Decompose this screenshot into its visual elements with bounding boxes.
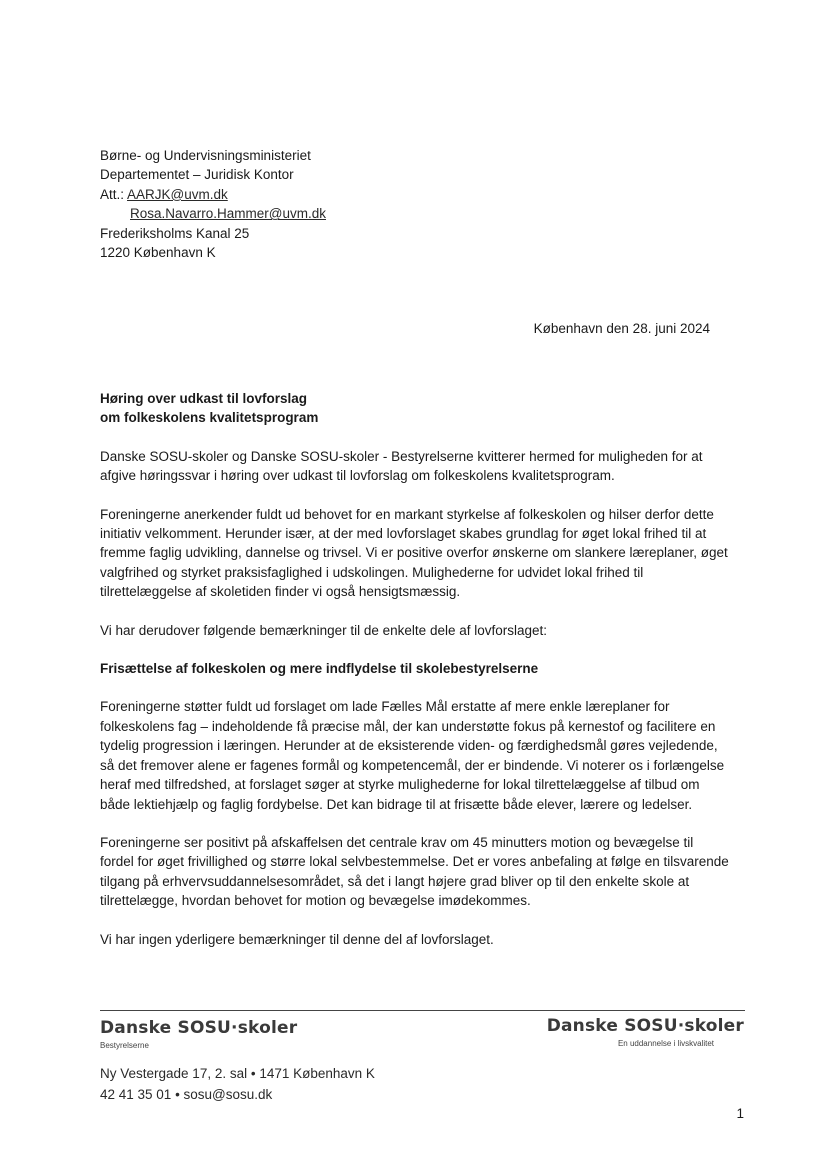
- recipient-street: Frederiksholms Kanal 25: [100, 225, 250, 241]
- recipient-dept: Departementet – Juridisk Kontor: [100, 167, 294, 183]
- heading-line-2: om folkeskolens kvalitetsprogram: [100, 410, 319, 426]
- letter-body: [100, 389, 730, 968]
- paragraph-faelles-maal: Foreningerne støtter fuldt ud forslaget om lade Fælles Mål erstatte af mere enkle læreplaner for folkeskolens fag – indeholdende få præcise mål, der kan understøtte fokus på kernestof og facilitere en tydelig progression i læringen. Herunder at de eksisterende viden- og færdighedsmål gøres vejledende, så det fremover alene er fagenes formål og kompetencemål, der er bindende. Vi noterer os i forlængelse heraf med tilfredshed, at forslaget søger at styrke mulighederne for lokal tilrettelæggelse af tilbud om både lektiehjælp og faglig fordybelse. Det kan bidrage til at frisætte både elever, lærere og ledelser.: [100, 699, 725, 812]
- page-number: 1: [736, 1106, 744, 1121]
- paragraph-intro: Danske SOSU-skoler og Danske SOSU-skoler - Bestyrelserne kvitterer hermed for muligheden for at afgive høringssvar i høring over udkast til lovforslag om folkeskolens kvalitetsprogram.: [100, 448, 703, 484]
- recipient-org: Børne- og Undervisningsministeriet: [100, 148, 311, 163]
- footer-contact: [100, 1063, 375, 1105]
- recipient-address: [100, 146, 326, 262]
- recipient-email2-line: [100, 204, 326, 223]
- logo-bestyrelserne: [100, 1018, 297, 1050]
- paragraph-remarks-intro: Vi har derudover følgende bemærkninger til de enkelte dele af lovforslaget:: [100, 622, 548, 638]
- letter-date: København den 28. juni 2024: [533, 321, 710, 336]
- logo-left-name: Danske SOSU·skoler: [100, 1018, 298, 1038]
- att-label: Att.:: [100, 186, 125, 202]
- paragraph-motion: Foreningerne ser positivt på afskaffelsen det centrale krav om 45 minutters motion og bevægelse til fordel for øget frivillighed og større lokal selvbestemmelse. Det er vores anbefaling at følge en tilsvarende tilgang på erhvervsuddannelsesområdet, så det i langt højere grad bliver op til den enkelte skole at tilrettelægge, hvordan behovet for motion og bevægelse imødekommes.: [100, 834, 729, 909]
- logo-danske-sosu-skoler: [547, 1016, 744, 1048]
- email-link-rosa[interactable]: Rosa.Navarro.Hammer@uvm.dk: [130, 206, 327, 222]
- heading-line-1: Høring over udkast til lovforslag: [100, 391, 308, 406]
- recipient-city: 1220 København K: [100, 245, 216, 261]
- letter-heading: [100, 389, 730, 428]
- footer-address: Ny Vestergade 17, 2. sal • 1471 København K: [100, 1066, 375, 1081]
- paragraph-closing: Vi har ingen yderligere bemærkninger til denne del af lovforslaget.: [100, 931, 494, 947]
- footer-divider: [100, 1010, 745, 1011]
- section-title: Frisættelse af folkeskolen og mere indflydelse til skolebestyrelserne: [100, 661, 539, 677]
- paragraph-acknowledgement: Foreningerne anerkender fuldt ud behovet for en markant styrkelse af folkeskolen og hilser derfor dette initiativ velkomment. Herunder især, at der med lovforslaget skabes grundlag for øget lokal frihed til at fremme faglig udvikling, dannelse og trivsel. Vi er positive overfor ønskerne om slankere læreplaner, øget valgfrihed og styrket praksisfaglighed i udskolingen. Mulighederne for udvidet lokal frihed til tilrettelæggelse af skoletiden finder vi også hensigtsmæssig.: [100, 506, 728, 600]
- footer-phone-email: 42 41 35 01 • sosu@sosu.dk: [100, 1087, 273, 1102]
- email-link-aarjk[interactable]: AARJK@uvm.dk: [127, 186, 228, 202]
- logo-right-sub: En uddannelse i livskvalitet: [617, 1039, 714, 1048]
- logo-right-name: Danske SOSU·skoler: [546, 1016, 744, 1036]
- recipient-att-line: [100, 185, 326, 204]
- logo-left-sub: Bestyrelserne: [100, 1041, 149, 1050]
